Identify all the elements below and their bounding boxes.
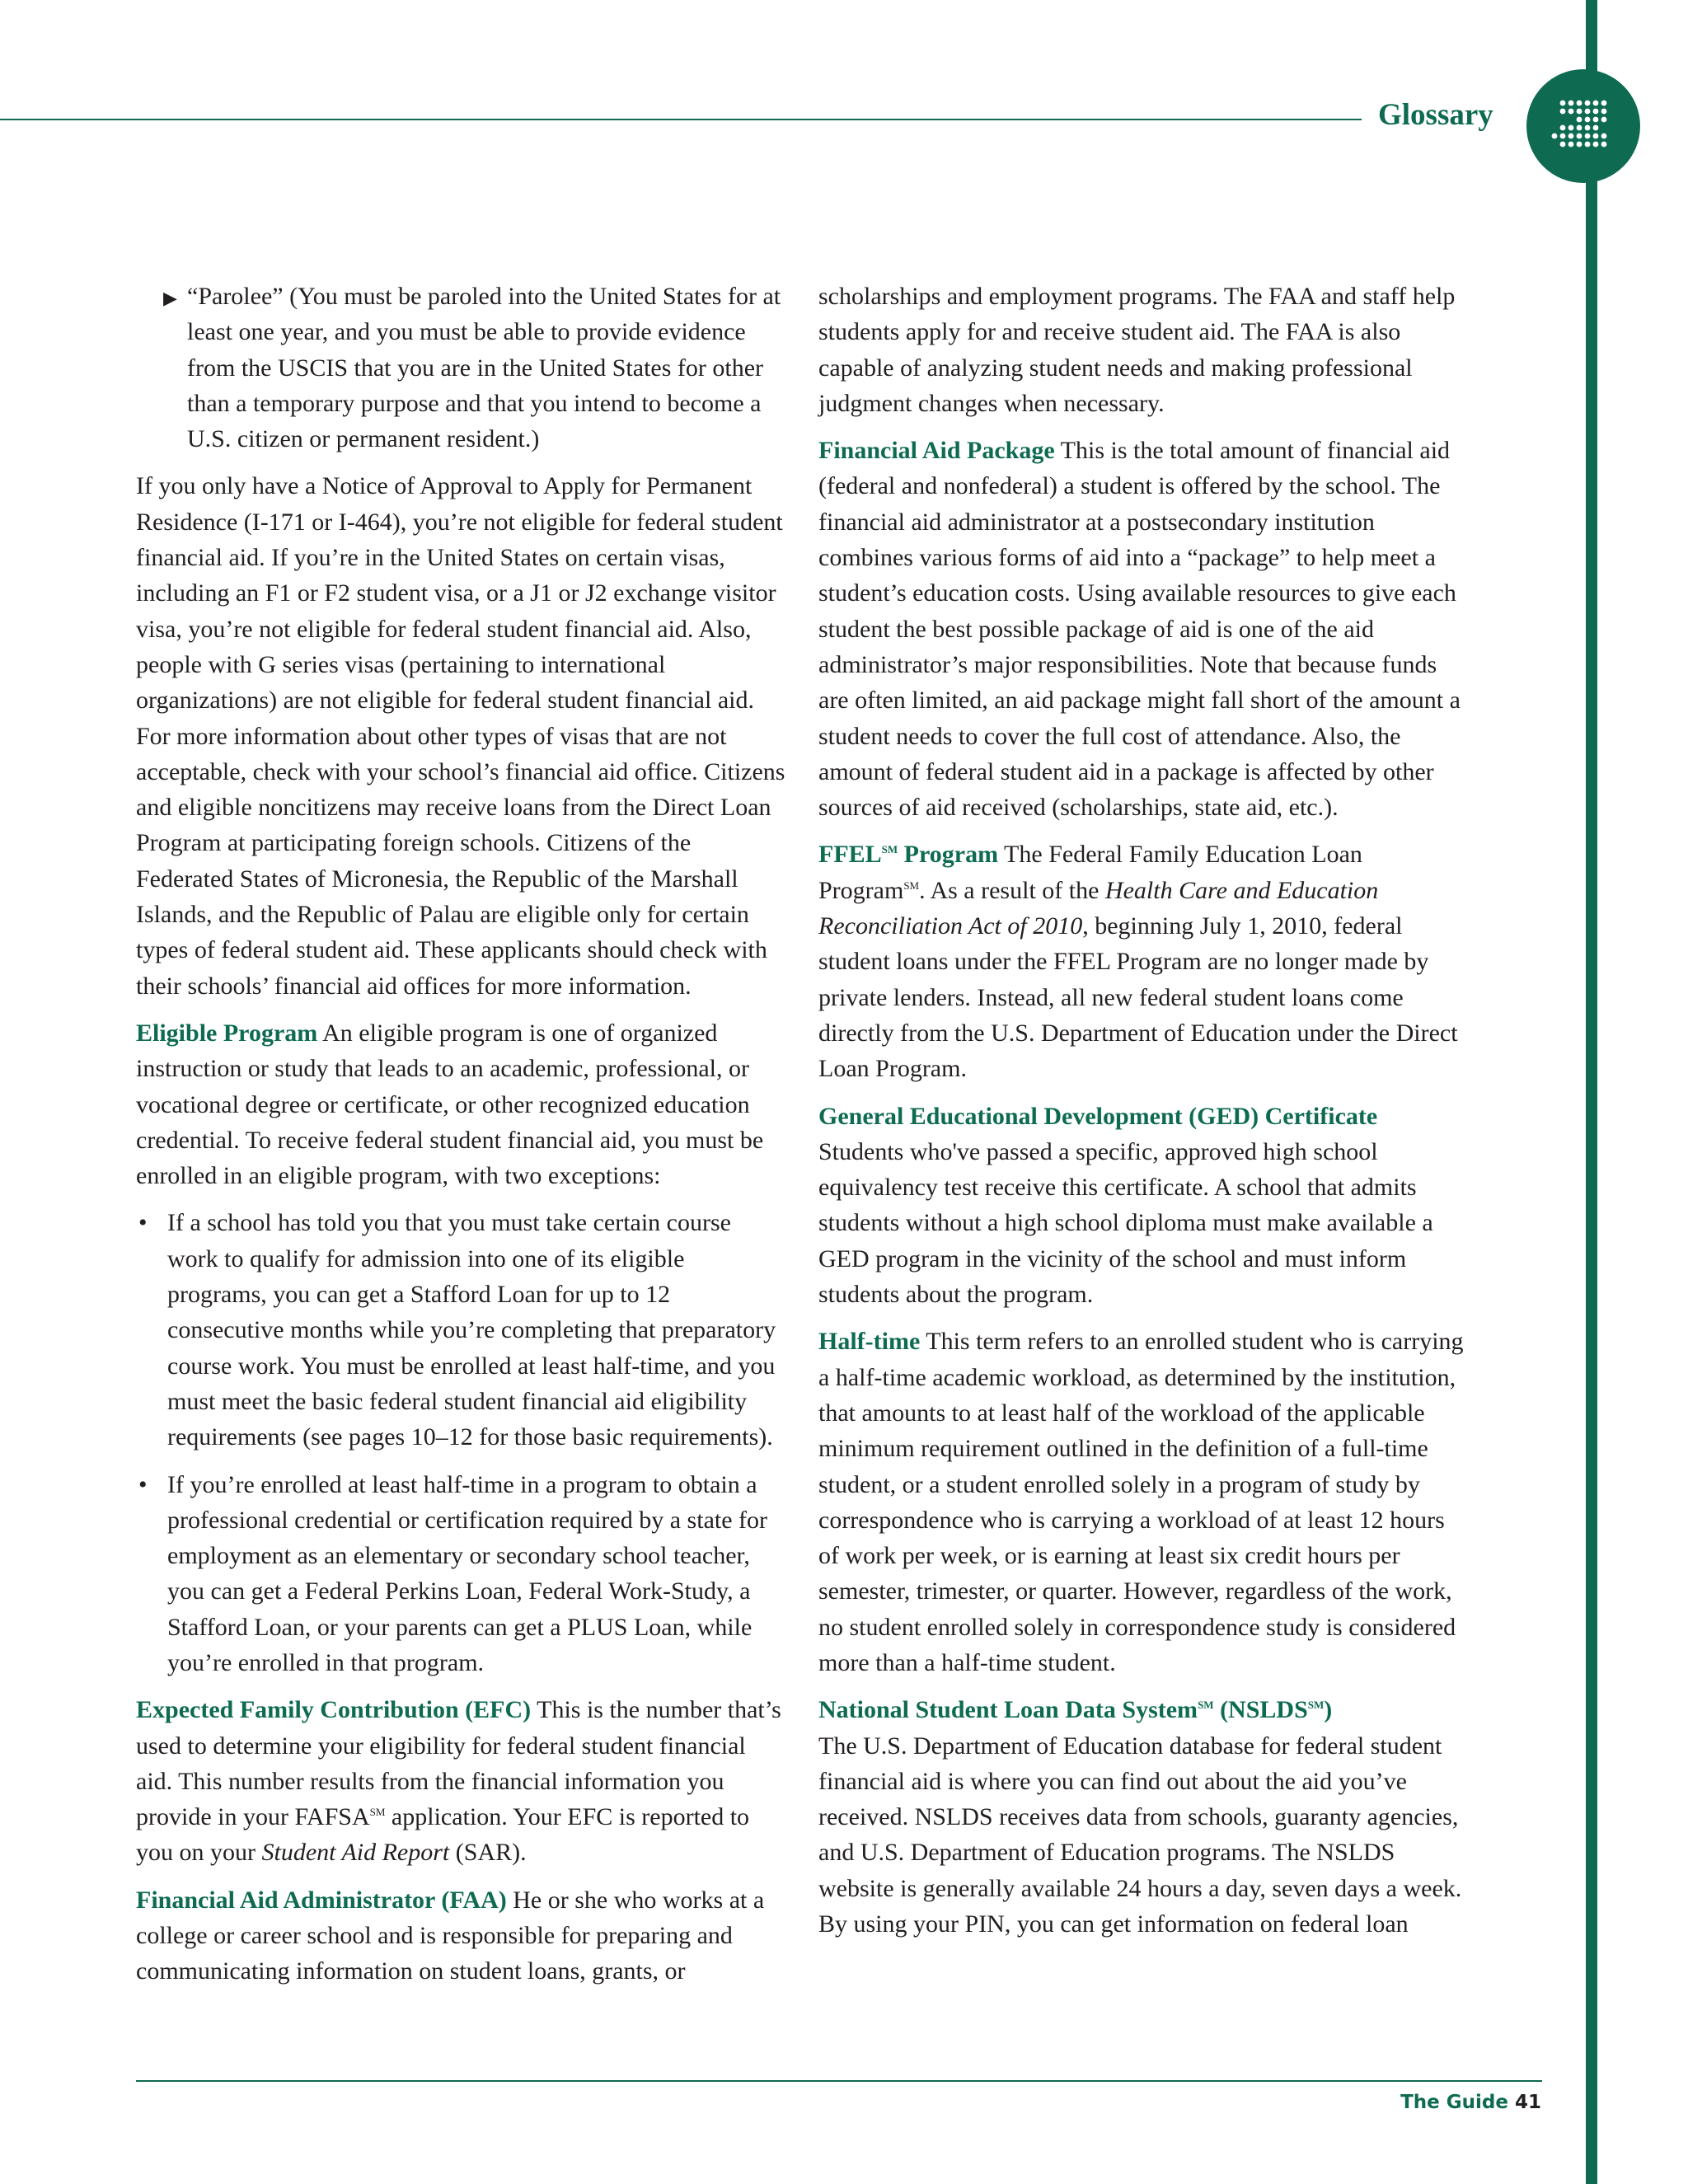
term-ffel-a: FFEL <box>818 841 882 869</box>
ffel-text-1: The Federal Family Education Loan Program <box>818 841 1362 904</box>
ged-definition: Students who've passed a specific, approved high school equivalency test receive this certificate. A school that admits students without a high school diploma must make available a GED program in the vicinity of the school and must inform students about the program. <box>818 1137 1433 1309</box>
term-financial-aid-package: Financial Aid Package <box>818 437 1055 465</box>
ged-entry <box>818 1099 1470 1313</box>
faa-entry <box>136 1882 787 1990</box>
side-bar <box>1586 0 1597 2184</box>
faa-definition: He or she who works at a college or career school and is responsible for preparing and communicating information on student loans, grants, or <box>136 1886 765 1985</box>
nslds-definition: The U.S. Department of Education database for federal student financial aid is where you can find out about the aid you’ve received. NSLDS receives data from schools, guaranty agencies, and U.S. Department of Education programs. The NSLDS website is generally available 24 hours a day, seven days a week. By using your PIN, you can get information on federal loan <box>818 1732 1462 1938</box>
list-item <box>136 1467 787 1681</box>
efc-entry <box>136 1692 787 1870</box>
efc-italic: Student Aid Report <box>261 1839 450 1867</box>
service-mark: SM <box>881 843 898 856</box>
efc-text-2: application. Your EFC is reported to you on your <box>136 1803 750 1867</box>
page-footer <box>1400 2092 1541 2113</box>
term-nslds-a: National Student Loan Data System <box>818 1696 1198 1724</box>
ffel-italic: Health Care and Education Reconciliation Act of 2010 <box>818 876 1379 940</box>
dot-grid-logo-icon <box>1526 69 1640 183</box>
term-half-time: Half-time <box>818 1328 921 1356</box>
package-definition: This is the total amount of financial aid (federal and nonfederal) a student is offered by the school. The financial aid administrator at a postsecondary institution combines various forms of aid into a “package” to help meet a student’s education costs. Using available resources to give each student the best possible package of aid is one of the aid administrator’s major responsibilities. Note that because funds are often limited, an aid package might fall short of the amount a student needs to cover the full cost of attendance. Also, the amount of federal student aid in a package is affected by other sources of aid received (scholarships, state aid, etc.). <box>818 437 1461 822</box>
term-ffel-b: Program <box>898 841 999 869</box>
term-nslds-c: ) <box>1324 1696 1333 1724</box>
list-item-text: If you’re enrolled at least half-time in a program to obtain a professional credential or certification required by a state for employment as an elementary or secondary school teacher, you can get a Federal Perkins Loan, Federal Work-Study, a Stafford Loan, or your parents can get a PLUS Loan, while you’re enrolled in that program. <box>167 1470 768 1676</box>
term-ged: General Educational Development (GED) Certificate <box>818 1102 1378 1130</box>
ffel-entry <box>818 837 1470 1086</box>
page-number: 41 <box>1514 2092 1541 2113</box>
left-column <box>136 279 787 2001</box>
ffel-text-2: . As a result of the <box>919 876 1105 904</box>
efc-text-3: (SAR). <box>449 1839 527 1867</box>
halftime-entry <box>818 1324 1470 1680</box>
page-title: Glossary <box>1378 98 1493 132</box>
term-faa: Financial Aid Administrator (FAA) <box>136 1886 507 1914</box>
service-mark: SM <box>1307 1699 1325 1712</box>
list-item <box>136 1205 787 1455</box>
faa-continued: scholarships and employment programs. The FAA and staff help students apply for and receive student aid. The FAA is also capable of analyzing student needs and making professional judgment changes when necessary. <box>818 283 1456 417</box>
term-efc: Expected Family Contribution (EFC) <box>136 1696 532 1724</box>
term-nslds-b: (NSLDS <box>1213 1696 1308 1724</box>
eligible-program-entry <box>136 1015 787 1193</box>
efc-text-1: This is the number that’s used to determine your eligibility for federal student financial aid. This number results from the financial information you provide in your FAFSA <box>136 1696 781 1831</box>
service-mark: SM <box>903 879 920 892</box>
term-ffel <box>818 841 998 868</box>
header-rule <box>0 119 1362 120</box>
bullet-icon: • <box>138 1470 148 1498</box>
footer-rule <box>136 2080 1542 2082</box>
bullet-icon: • <box>138 1209 148 1237</box>
right-column <box>818 279 1470 1953</box>
notice-paragraph: If you only have a Notice of Approval to Apply for Permanent Residence (I-171 or I-464), you’re not eligible for federal student financial aid. If you’re in the United States on certain visas, including an F1 or F2 student visa, or a J1 or J2 exchange visitor visa, you’re not eligible for federal student financial aid. Also, people with G series visas (pertaining to international organizations) are not eligible for federal student financial aid. For more information about other types of visas that are not acceptable, check with your school’s financial aid office. Citizens and eligible noncitizens may receive loans from the Direct Loan Program at participating foreign schools. Citizens of the Federated States of Micronesia, the Republic of the Marshall Islands, and the Republic of Palau are eligible only for certain types of federal student aid. These applicants should check with their schools’ financial aid offices for more information. <box>136 472 785 1000</box>
nslds-entry <box>818 1692 1470 1942</box>
service-mark: SM <box>369 1806 386 1819</box>
service-mark: SM <box>1198 1699 1214 1712</box>
list-item-text: If a school has told you that you must take certain course work to qualify for admission into one of its eligible programs, you can get a Stafford Loan for up to 12 consecutive months while you’re completing that preparatory course work. You must be enrolled at least half-time, and you must meet the basic federal student financial aid eligibility requirements (see pages 10–12 for those basic requirements). <box>167 1209 776 1451</box>
parolee-item <box>136 279 787 457</box>
term-nslds <box>818 1696 1332 1723</box>
halftime-definition: This term refers to an enrolled student who is carrying a half-time academic workload, as determined by the institution, that amounts to at least half of the workload of the applicable minimum requirement outlined in the definition of a full-time student, or a student enrolled solely in a program of study by correspondence who is carrying a workload of at least 12 hours of work per week, or is earning at least six credit hours per semester, trimester, or quarter. However, regardless of the work, no student enrolled solely in correspondence study is considered more than a half-time student. <box>818 1328 1464 1676</box>
ffel-text-3: , beginning July 1, 2010, federal student loans under the FFEL Program are no longer made by private lenders. Instead, all new federal student loans come directly from the U.S. Department of Education under the Direct Loan Program. <box>818 912 1458 1083</box>
parolee-text: “Parolee” (You must be paroled into the United States for at least one year, and you must be able to provide evidence from the USCIS that you are in the United States for other than a temporary purpose and that you intend to become a U.S. citizen or permanent resident.) <box>187 283 781 453</box>
term-eligible-program: Eligible Program <box>136 1019 318 1047</box>
package-entry <box>818 433 1470 825</box>
eligible-program-exceptions <box>136 1205 787 1680</box>
footer-label: The Guide <box>1400 2092 1508 2113</box>
triangle-bullet-icon: ▶ <box>163 288 177 308</box>
eligible-program-definition: An eligible program is one of organized instruction or study that leads to an academic, professional, or vocational degree or certificate, or other recognized education credential. To receive federal student financial aid, you must be enrolled in an eligible program, with two exceptions: <box>136 1019 764 1190</box>
